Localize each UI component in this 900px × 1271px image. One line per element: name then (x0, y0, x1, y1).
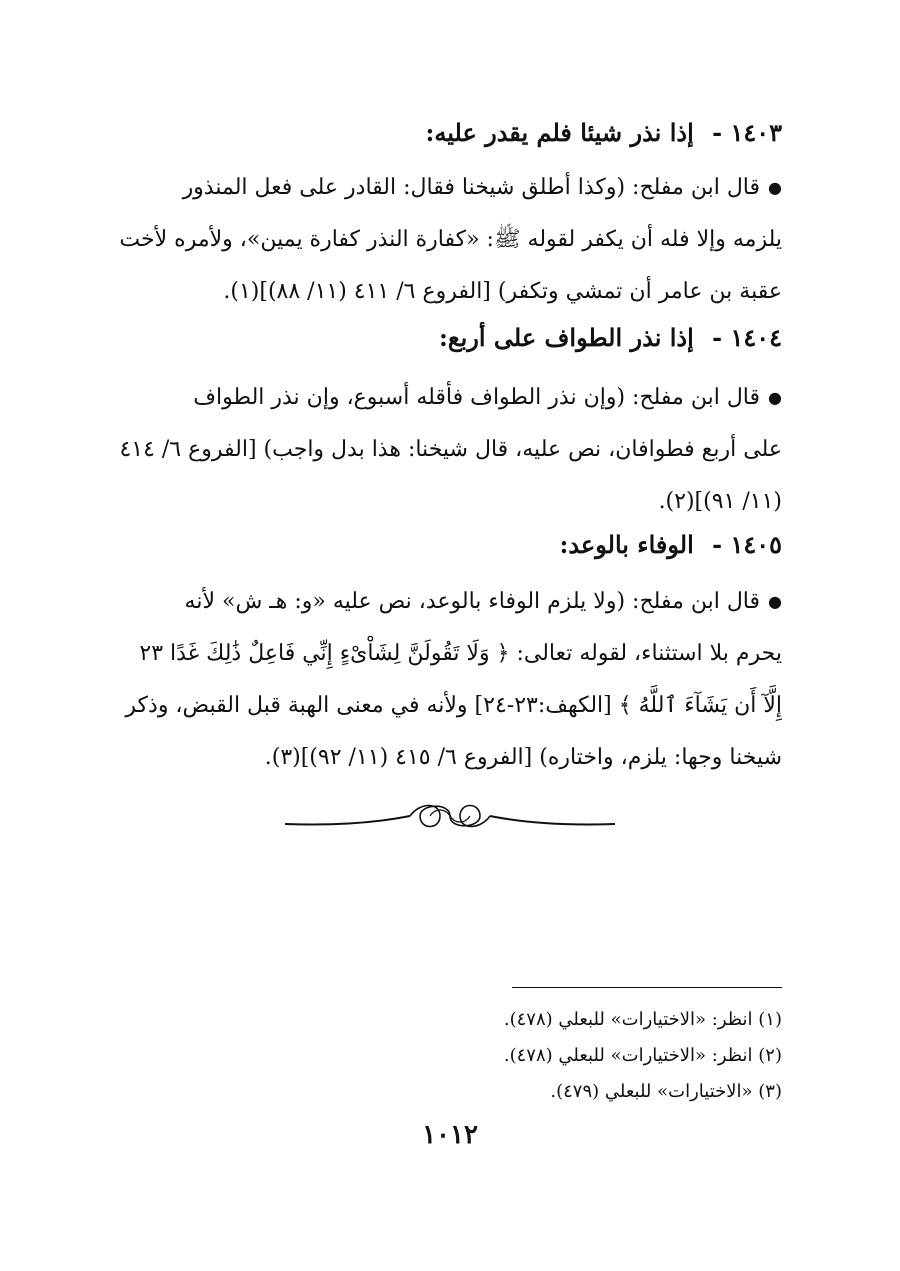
bullet-icon: ● (768, 592, 782, 611)
body-line: قال ابن مفلح: (ولا يلزم الوفاء بالوعد، نص عليه «و: هـ ش» لأنه (184, 589, 761, 614)
section-body-1404 (118, 372, 782, 528)
section-number: ١٤٠٥ - (712, 530, 782, 559)
section-number: ١٤٠٣ - (712, 118, 782, 147)
body-line: إِلَّآ أَن يَشَآءَ ٱللَّهُ ﴾ [الكهف:٢٣-٢٤] ولأنه في معنى الهبة قبل القبض، وذكر (125, 693, 782, 718)
footnote-item: (٣) «الاختيارات» للبعلي (٤٧٩). (550, 1081, 782, 1102)
section-title: إذا نذر شيئا فلم يقدر عليه: (425, 118, 694, 147)
bullet-icon: ● (768, 178, 782, 197)
footnote-item: (١) انظر: «الاختيارات» للبعلي (٤٧٨). (503, 1009, 782, 1030)
footnote-item: (٢) انظر: «الاختيارات» للبعلي (٤٧٨). (503, 1045, 782, 1066)
bullet-icon: ● (768, 388, 782, 407)
body-line: يلزمه وإلا فله أن يكفر لقوله ﷺ: «كفارة النذر كفارة يمين»، ولأمره لأخت (119, 227, 782, 252)
body-line: يحرم بلا استثناء، لقوله تعالى: ﴿ وَلَا تَقُولَنَّ لِشَاْىْءٍ إِنِّي فَاعِلٌ ذَٰلِكَ غَدًا ٢٣ (139, 641, 782, 666)
section-body-1405 (118, 576, 782, 784)
body-line: قال ابن مفلح: (وكذا أطلق شيخنا فقال: القادر على فعل المنذور (182, 175, 761, 200)
body-line: (١١/ ٩١)](٢). (658, 489, 782, 514)
body-line: على أربع فطوافان، نص عليه، قال شيخنا: هذا بدل واجب) [الفروع ٦/ ٤١٤ (119, 437, 782, 462)
page-number: ١٠١٢ (422, 1120, 478, 1150)
body-line: قال ابن مفلح: (وإن نذر الطواف فأقله أسبوع، وإن نذر الطواف (193, 385, 761, 410)
section-heading-1404 (439, 323, 782, 352)
section-heading-1403 (426, 118, 782, 147)
section-body-1403 (118, 162, 782, 318)
section-title: الوفاء بالوعد: (559, 530, 694, 559)
flourish-divider-icon (280, 796, 620, 836)
section-heading-1405 (559, 530, 782, 559)
body-line: شيخنا وجها: يلزم، واختاره) [الفروع ٦/ ٤١٥ (١١/ ٩٢)](٣). (264, 745, 782, 770)
footnotes (504, 1002, 782, 1110)
footnote-separator (512, 987, 782, 988)
section-title: إذا نذر الطواف على أربع: (438, 323, 694, 352)
body-line: عقبة بن عامر أن تمشي وتكفر) [الفروع ٦/ ٤١١ (١١/ ٨٨)](١). (223, 279, 782, 304)
section-number: ١٤٠٤ - (712, 323, 782, 352)
